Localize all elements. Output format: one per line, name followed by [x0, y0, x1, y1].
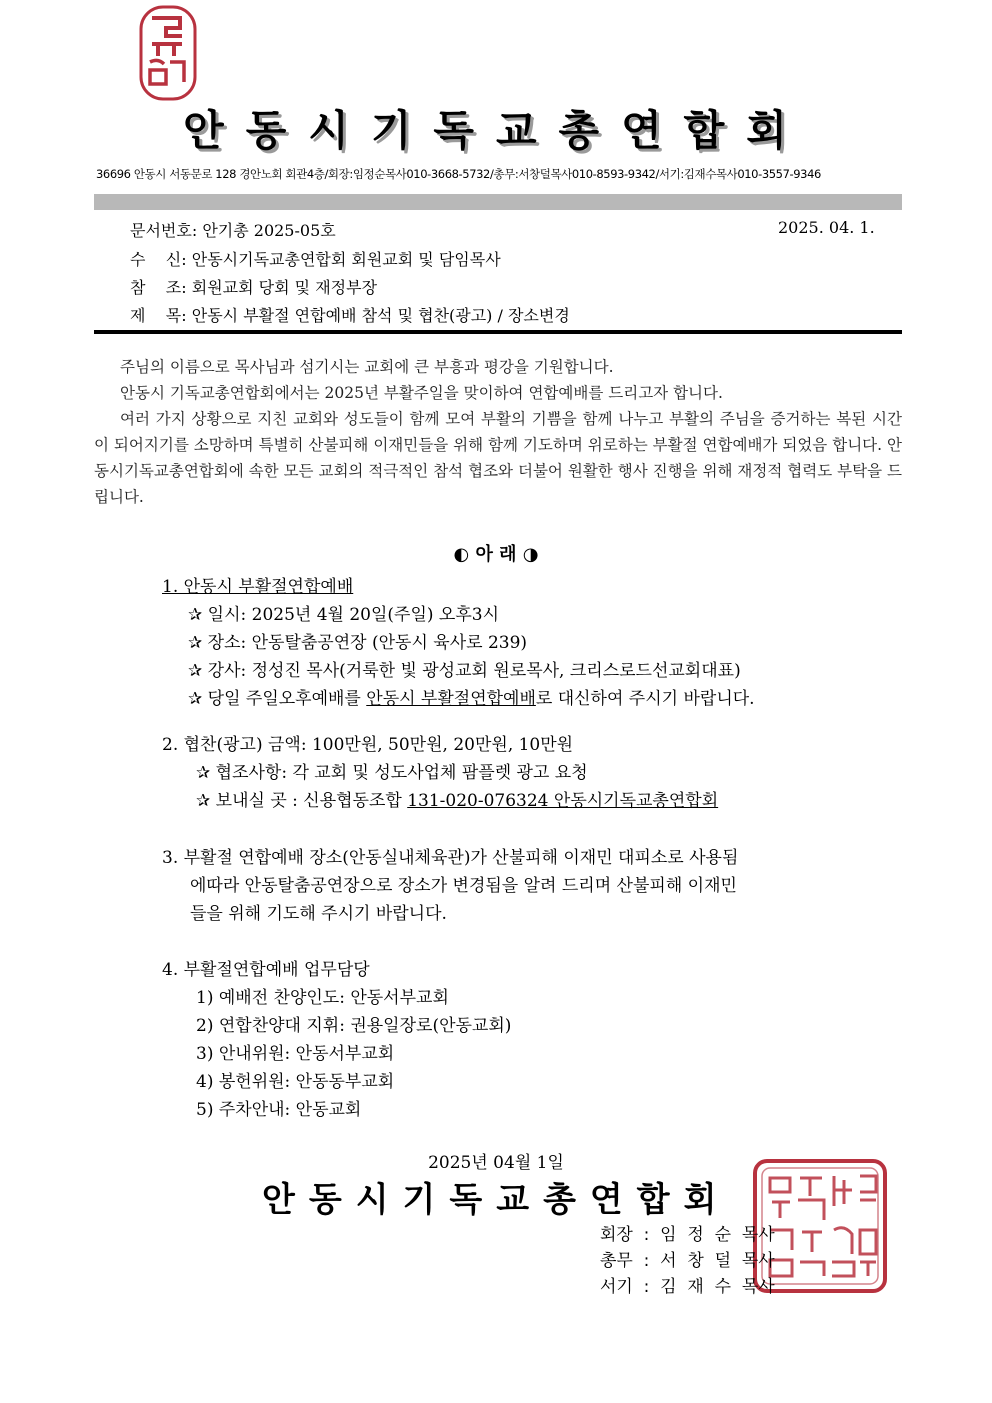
- reference-row: [130, 275, 377, 298]
- section-3-line: 에따라 안동탈춤공연장으로 장소가 변경됨을 알려 드리며 산불피해 이재민: [190, 876, 737, 896]
- subject: 안동시 부활절 연합예배 참석 및 협찬(광고) / 장소변경: [191, 306, 570, 325]
- item-underlined-text: 안동시 부활절연합예배: [366, 689, 536, 709]
- body-paragraph-2: 안동시 기독교총연합회에서는 2025년 부활주일을 맞이하여 연합예배를 드리고자 합니다.: [120, 384, 723, 402]
- contact-line: 36696 안동시 서동문로 128 경안노회 회관4층/회장:임정순목사010-3668-5732/총무:서창덜목사010-8593-9342/서기:김재수목사010-3557-9346: [96, 167, 821, 181]
- recipient-label: 수 신:: [130, 250, 187, 269]
- recipient-row: [130, 247, 501, 270]
- bank-account: 131-020-076324 안동시기독교총연합회: [407, 791, 719, 811]
- section-2-item: ✰ 협조사항: 각 교회 및 성도사업체 팜플렛 광고 요청: [196, 763, 588, 783]
- section-4-item: 4) 봉헌위원: 안동동부교회: [196, 1072, 395, 1092]
- item-text: ✰ 당일 주일오후예배를: [188, 689, 367, 709]
- subject-row: [130, 303, 570, 326]
- signature-clerk: 서기 : 김 재 수 목사: [600, 1277, 775, 1297]
- doc-number: 안기총 2025-05호: [202, 221, 336, 240]
- section-3-line: 3. 부활절 연합예배 장소(안동실내체육관)가 산불피해 이재민 대피소로 사용됨: [162, 848, 739, 868]
- footer-date: 2025년 04월 1일: [428, 1153, 564, 1173]
- reference: 회원교회 당회 및 재정부장: [191, 278, 378, 297]
- section-1-item: ✰ 장소: 안동탈춤공연장 (안동시 육사로 239): [188, 633, 528, 653]
- recipient: 안동시기독교총연합회 회원교회 및 담임목사: [191, 250, 501, 269]
- body-paragraph-1: 주님의 이름으로 목사님과 섬기시는 교회에 큰 부흥과 평강을 기원합니다.: [120, 358, 614, 376]
- section-3-line: 들을 위해 기도해 주시기 바랍니다.: [190, 904, 447, 924]
- footer-org-title: 안동시기독교총연합회: [262, 1180, 731, 1220]
- signature-secretary-general: 총무 : 서 창 덜 목사: [600, 1251, 775, 1271]
- section-1-title: 1. 안동시 부활절연합예배: [162, 577, 354, 597]
- signature-president: 회장 : 임 정 순 목사: [600, 1225, 775, 1245]
- header-rule: [94, 330, 902, 334]
- section-4-title: 4. 부활절연합예배 업무담당: [162, 960, 370, 980]
- org-title: 안동시기독교총연합회: [183, 106, 809, 155]
- item-text: ✰ 보내실 곳 : 신용협동조합: [196, 791, 408, 811]
- section-2-title: 2. 협찬(광고) 금액: 100만원, 50만원, 20만원, 10만원: [162, 735, 574, 755]
- header-divider-band: [94, 194, 902, 210]
- doc-number-row: [130, 218, 336, 241]
- section-4-item: 2) 연합찬양대 지휘: 권용일장로(안동교회): [196, 1016, 512, 1036]
- section-1-item: ✰ 강사: 정성진 목사(거룩한 빛 광성교회 원로목사, 크리스로드선교회대표): [188, 661, 741, 681]
- section-2-item: [196, 786, 718, 811]
- body-paragraph-3: 여러 가지 상황으로 지친 교회와 성도들이 함께 모여 부활의 기쁨을 함께 나누고 부활의 주님을 증거하는 복된 시간이 되어지기를 소망하며 특별히 산불피해 이재민들을 위해 함께 기도하며 위로하는 부활절 연합예배가 되었음 합니다. 안동시기독교총연합회에 속한 모든 교회의 적극적인 참석 협조와 더불어 원활한 행사 진행을 위해 재정적 협력도 부탁을 드립니다.: [94, 410, 902, 506]
- section-4-item: 3) 안내위원: 안동서부교회: [196, 1044, 395, 1064]
- doc-date: 2025. 04. 1.: [778, 218, 875, 237]
- notice-heading: ◐ 아 래 ◑: [453, 544, 539, 565]
- subject-label: 제 목:: [130, 306, 187, 325]
- section-4-item: 5) 주차안내: 안동교회: [196, 1100, 362, 1120]
- reference-label: 참 조:: [130, 278, 187, 297]
- item-text: 로 대신하여 주시기 바랍니다.: [535, 689, 755, 709]
- section-4-item: 1) 예배전 찬양인도: 안동서부교회: [196, 988, 449, 1008]
- section-1-item: [188, 684, 755, 709]
- top-seal-stamp: [138, 4, 198, 102]
- doc-number-label: 문서번호:: [130, 221, 198, 240]
- section-1-item: ✰ 일시: 2025년 4월 20일(주일) 오후3시: [188, 605, 500, 625]
